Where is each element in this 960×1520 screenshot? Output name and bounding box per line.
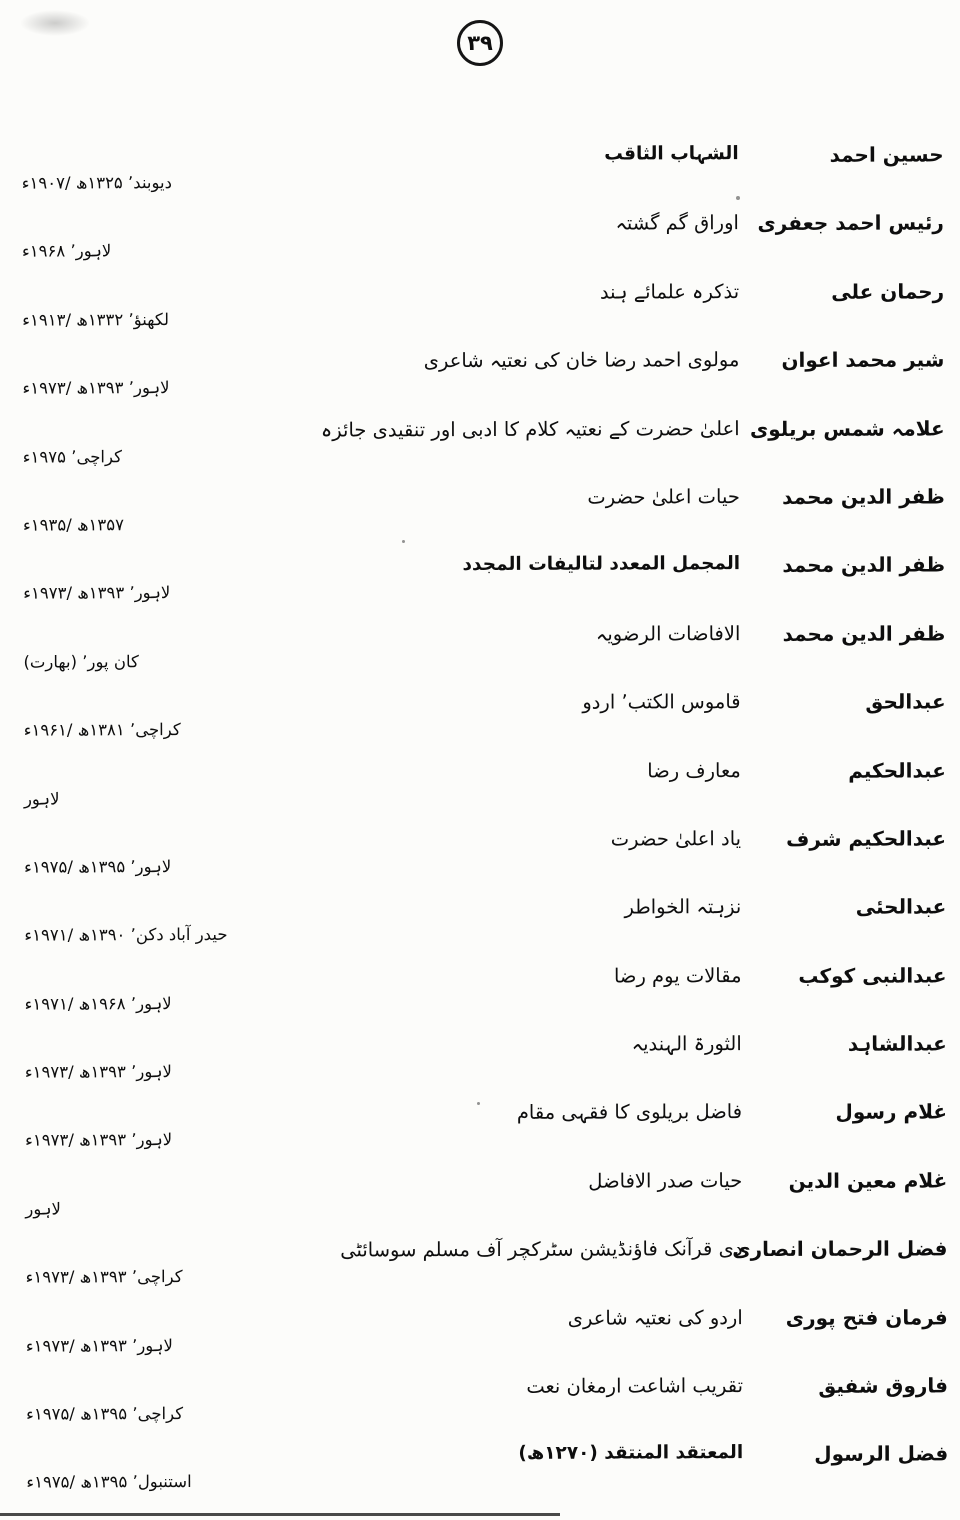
book-title: حیات صدر الافاضل bbox=[588, 1168, 743, 1193]
publication-info: لاہور’ ۱۹۶۸ء bbox=[21, 241, 112, 261]
book-title: اعلیٰ حضرت کے نعتیہ کلام کا ادبی اور تنقیدی جائزہ bbox=[320, 416, 740, 442]
publication-info: لاہور bbox=[25, 1199, 61, 1219]
scan-speck bbox=[477, 1102, 480, 1105]
publication-info: کراچی’ ۱۳۹۵ھ /۱۹۷۵ء bbox=[26, 1404, 184, 1424]
publication-info: لاہور’ ۱۳۹۳ھ /۱۹۷۳ء bbox=[22, 378, 170, 398]
book-title: اردو کی نعتیہ شاعری bbox=[567, 1305, 743, 1330]
book-title: معارف رضا bbox=[647, 758, 741, 782]
table-row bbox=[13, 545, 945, 617]
author-name: ظفر الدین محمد bbox=[782, 621, 946, 646]
scan-speck bbox=[736, 196, 740, 200]
book-title: حیات اعلیٰ حضرت bbox=[587, 485, 740, 509]
table-row bbox=[13, 613, 945, 685]
table-row bbox=[12, 203, 944, 275]
publication-info: لاہور’ ۱۹۶۸ھ /۱۹۷۱ء bbox=[24, 993, 172, 1014]
table-row bbox=[15, 1092, 947, 1164]
publication-info: کراچی’ ۱۳۸۱ھ /۱۹۶۱ء bbox=[23, 720, 181, 740]
scan-smudge bbox=[20, 10, 90, 36]
book-title: اوراق گم گشتہ bbox=[615, 211, 739, 235]
table-row bbox=[12, 271, 944, 343]
table-row bbox=[14, 750, 946, 822]
book-title: مولوی احمد رضا خان کی نعتیہ شاعری bbox=[423, 348, 740, 373]
book-title: الافاضات الرضویہ bbox=[595, 621, 741, 646]
book-title: تقریب اشاعت ارمغان نعت bbox=[526, 1374, 744, 1398]
table-row bbox=[13, 476, 945, 548]
publication-info: لکھنؤ’ ۱۳۳۲ھ /۱۹۱۳ء bbox=[22, 309, 170, 330]
author-name: حسین احمد bbox=[829, 142, 944, 167]
publication-info: لاہور’ ۱۳۹۳ھ /۱۹۷۳ء bbox=[25, 1130, 173, 1151]
publication-info: حیدر آباد دکن’ ۱۳۹۰ھ /۱۹۷۱ء bbox=[24, 925, 228, 945]
table-row bbox=[16, 1434, 948, 1506]
publication-info: ۱۳۵۷ھ /۱۹۳۵ء bbox=[22, 515, 125, 535]
author-name: فاروق شفیق bbox=[818, 1373, 949, 1398]
publication-info: لاہور’ ۱۳۹۳ھ /۱۹۷۳ء bbox=[23, 583, 171, 603]
publication-info: لاہور’ ۱۳۹۵ھ /۱۹۷۵ء bbox=[24, 856, 172, 877]
book-title: قاموس الکتب’ اردو bbox=[582, 690, 741, 714]
book-title: المجمل المعدد لتالیفات المجدد bbox=[462, 553, 741, 576]
author-name: علامہ شمس بریلوی bbox=[749, 415, 945, 441]
author-name: غلام معین الدین bbox=[788, 1168, 948, 1193]
book-title: تذکرہ علمائے ہند bbox=[599, 279, 740, 304]
author-name: عبدالحق bbox=[865, 689, 946, 714]
author-name: شیر محمد اعوان bbox=[781, 347, 945, 373]
table-row bbox=[12, 134, 944, 206]
publication-info: لاہور’ ۱۳۹۳ھ /۱۹۷۳ء bbox=[24, 1062, 172, 1082]
author-name: غلام رسول bbox=[835, 1099, 948, 1125]
book-title: یاد اعلیٰ حضرت bbox=[610, 826, 742, 851]
author-name: ظفر الدین محمد bbox=[782, 484, 945, 509]
author-name: رحمان علی bbox=[831, 279, 945, 304]
book-title: الثورۃ الہندیہ bbox=[631, 1032, 742, 1056]
author-name: رئیس احمد جعفری bbox=[757, 210, 944, 236]
publication-info: کان پور’ (بھارت) bbox=[23, 651, 139, 672]
book-title: المعتقد المنتقد (۱۲۷۰ھ) bbox=[518, 1442, 744, 1465]
book-title: نزہتہ الخواطر bbox=[624, 895, 742, 919]
table-row bbox=[14, 955, 946, 1027]
book-title: الشہاب الثاقب bbox=[604, 143, 739, 165]
scan-artifact-line bbox=[0, 1513, 560, 1516]
author-name: فرمان فتح پوری bbox=[785, 1305, 948, 1330]
table-row bbox=[13, 408, 945, 480]
table-row bbox=[15, 1160, 947, 1232]
author-name: عبدالشاہد bbox=[847, 1031, 947, 1056]
author-name: عبدالحئی bbox=[855, 894, 947, 919]
author-name: ظفر الدین محمد bbox=[782, 552, 946, 578]
scan-speck bbox=[402, 540, 405, 543]
publication-info: کراچی’ ۱۹۷۵ء bbox=[22, 446, 122, 467]
table-row bbox=[14, 887, 946, 959]
publication-info: لاہور bbox=[23, 788, 60, 809]
publication-info: لاہور’ ۱۳۹۳ھ /۱۹۷۳ء bbox=[25, 1335, 173, 1356]
publication-info: دیوبند’ ۱۳۲۵ھ /۱۹۰۷ء bbox=[21, 173, 172, 193]
bibliography-list bbox=[0, 134, 960, 1505]
book-title: دی قرآنک فاؤنڈیشن سٹرکچر آف مسلم سوسائٹی bbox=[340, 1237, 743, 1262]
table-row bbox=[14, 681, 946, 753]
publication-info: کراچی’ ۱۳۹۳ھ /۱۹۷۳ء bbox=[25, 1267, 183, 1287]
author-name: فضل الرسول bbox=[814, 1441, 949, 1467]
book-title: مقالات یوم رضا bbox=[613, 963, 742, 988]
author-name: عبدالنبی کوکب bbox=[798, 963, 947, 988]
table-row bbox=[15, 1229, 947, 1301]
page-number-badge: ۳۹ bbox=[457, 20, 503, 66]
table-row bbox=[16, 1365, 948, 1437]
author-name: عبدالحکیم bbox=[848, 757, 946, 783]
table-row bbox=[16, 1297, 948, 1369]
table-row bbox=[14, 818, 946, 890]
table-row bbox=[12, 340, 944, 412]
book-title: فاضل بریلوی کا فقہی مقام bbox=[516, 1100, 743, 1125]
table-row bbox=[15, 1023, 947, 1095]
author-name: عبدالحکیم شرف bbox=[786, 826, 947, 851]
publication-info: استنبول’ ۱۳۹۵ھ /۱۹۷۵ء bbox=[26, 1472, 192, 1493]
author-name: فضل الرحمان انصاری bbox=[732, 1236, 948, 1262]
